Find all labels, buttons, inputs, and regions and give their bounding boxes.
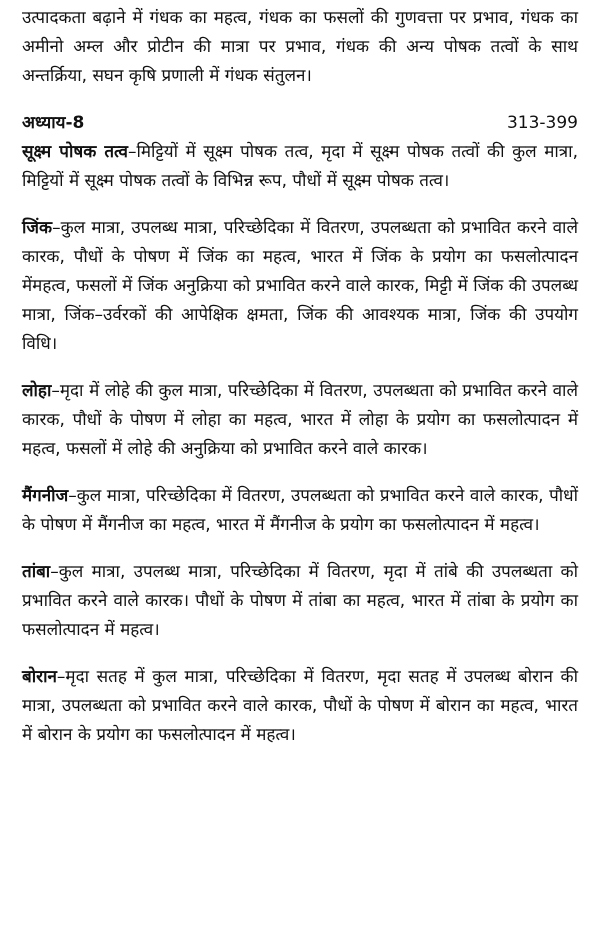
section-manganese bbox=[22, 482, 578, 540]
section-zinc bbox=[22, 214, 578, 359]
section-body: –मृदा सतह में कुल मात्रा, परिच्छेदिका में वितरण, मृदा सतह में उपलब्ध बोरान की मात्रा, उपलब्धता को प्रभावित करने वाले कारक, पौधों के पोषण में बोरान का महत्व, भारत में बोरान के प्रयोग का फसलोत्पादन में महत्व। bbox=[22, 667, 578, 745]
section-copper bbox=[22, 558, 578, 645]
section-heading: मैंगनीज bbox=[22, 486, 69, 506]
section-heading: तांबा bbox=[22, 562, 51, 582]
section-body: –कुल मात्रा, परिच्छेदिका में वितरण, उपलब्धता को प्रभावित करने वाले कारक, पौधों के पोषण में मैंगनीज का महत्व, भारत में मैंगनीज के प्रयोग का फसलोत्पादन में महत्व। bbox=[22, 486, 578, 535]
section-heading: सूक्ष्म पोषक तत्व bbox=[22, 142, 128, 162]
chapter-page-range: 313-399 bbox=[506, 113, 578, 133]
section-iron bbox=[22, 377, 578, 464]
chapter-header bbox=[22, 109, 578, 138]
intro-paragraph: उत्पादकता बढ़ाने में गंधक का महत्व, गंधक का फसलों की गुणवत्ता पर प्रभाव, गंधक का अमीनो अम्ल और प्रोटीन की मात्रा पर प्रभाव, गंधक की अन्य पोषक तत्वों के साथ अन्तर्क्रिया, सघन कृषि प्रणाली में गंधक संतुलन। bbox=[22, 8, 578, 86]
section-body: –कुल मात्रा, उपलब्ध मात्रा, परिच्छेदिका में वितरण, उपलब्धता को प्रभावित करने वाले कारक, पौधों के पोषण में जिंक का महत्व, भारत में जिंक के प्रयोग का फसलोत्पादन मेंमहत्व, फसलों में जिंक अनुक्रिया को प्रभावित करने वाले कारक, मिट्टी में जिंक की उपलब्ध मात्रा, जिंक–उर्वरकों की आपेक्षिक क्षमता, जिंक की आवश्यक मात्रा, जिंक की उपयोग विधि। bbox=[22, 218, 578, 354]
section-boron bbox=[22, 663, 578, 750]
section-heading: जिंक bbox=[22, 218, 53, 238]
section-body: –मृदा में लोहे की कुल मात्रा, परिच्छेदिका में वितरण, उपलब्धता को प्रभावित करने वाले कारक, पौधों के पोषण में लोहा का महत्व, भारत में लोहा के प्रयोग का फसलोत्पादन में महत्व, फसलों में लोहे की अनुक्रिया को प्रभावित करने वाले कारक। bbox=[22, 381, 578, 459]
section-heading: लोहा bbox=[22, 381, 52, 401]
chapter-title: अध्याय-8 bbox=[22, 113, 85, 133]
section-body: –कुल मात्रा, उपलब्ध मात्रा, परिच्छेदिका में वितरण, मृदा में तांबे की उपलब्धता को प्रभावित करने वाले कारक। पौधों के पोषण में तांबा का महत्व, भारत में तांबा के प्रयोग का फसलोत्पादन में महत्व। bbox=[22, 562, 578, 640]
section-body: –मिट्टियों में सूक्ष्म पोषक तत्व, मृदा में सूक्ष्म पोषक तत्वों की कुल मात्रा, मिट्टियों में सूक्ष्म पोषक तत्वों के विभिन्न रूप, पौधों में सूक्ष्म पोषक तत्व। bbox=[22, 142, 578, 191]
section-heading: बोरान bbox=[22, 667, 57, 687]
section-micronutrients bbox=[22, 138, 578, 196]
